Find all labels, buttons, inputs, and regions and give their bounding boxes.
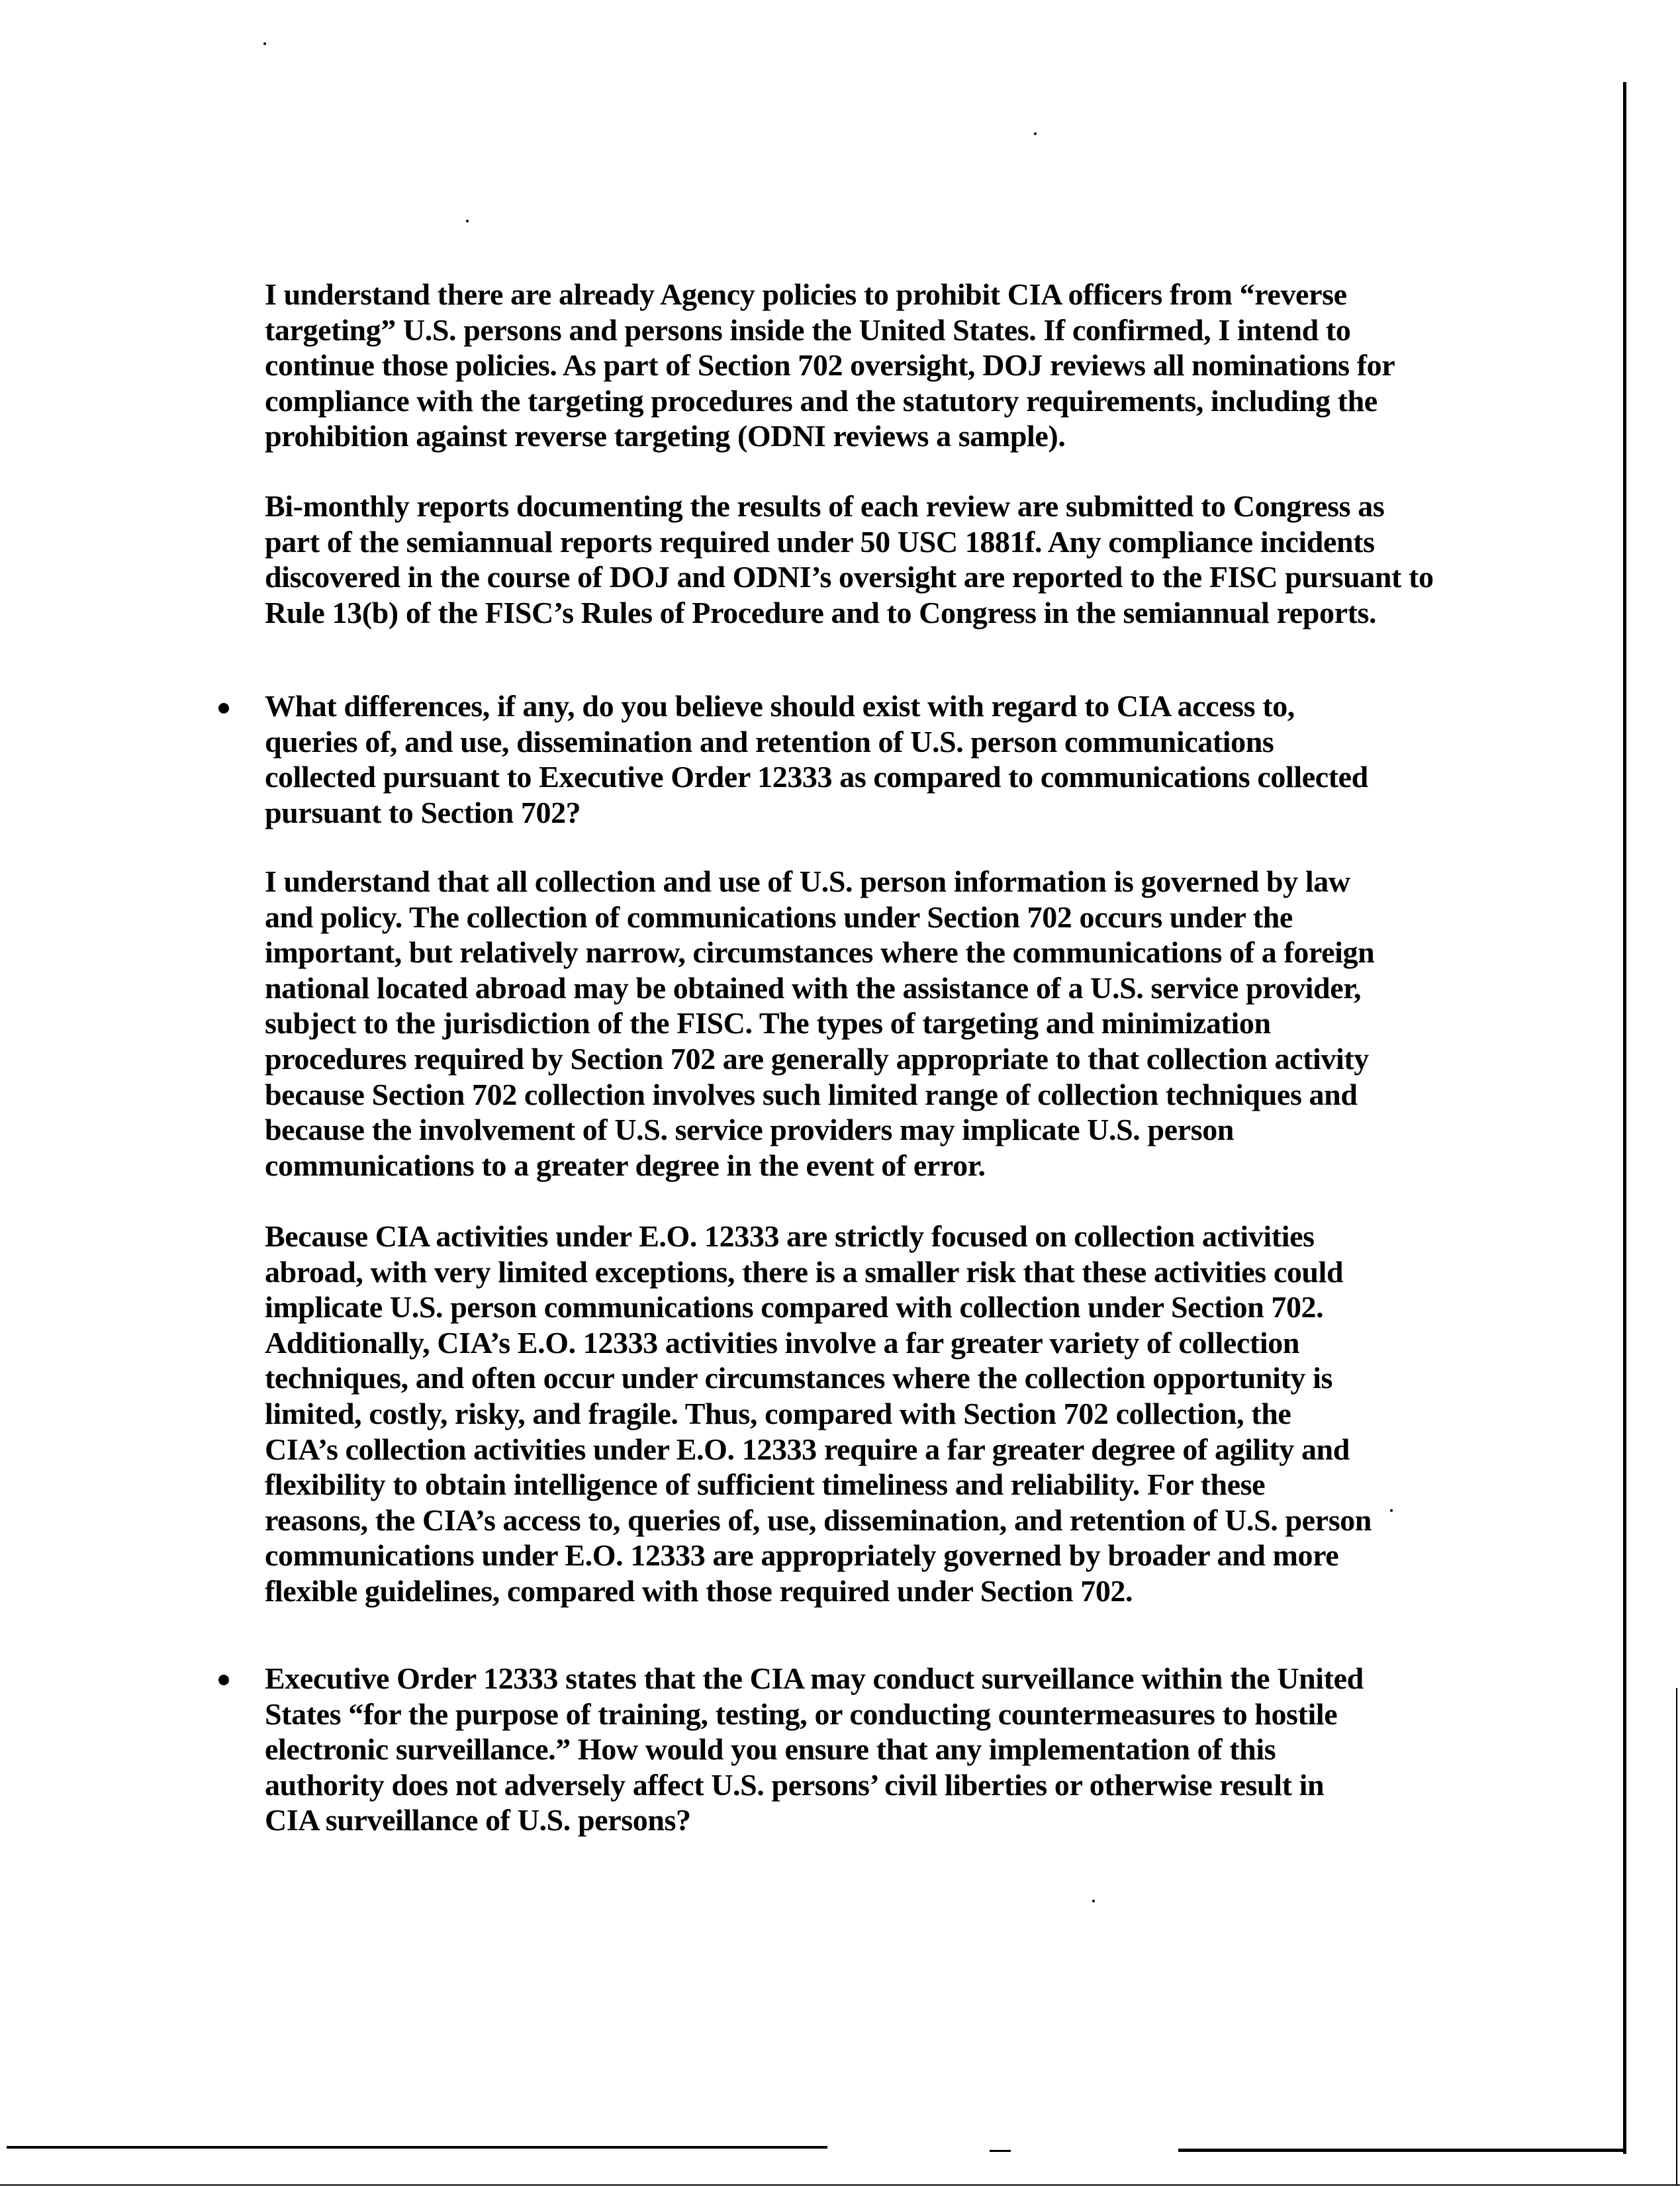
page-edge-right xyxy=(1676,1688,1677,2184)
answer-eo12333 xyxy=(265,1219,1372,1609)
paragraph-bimonthly-reports xyxy=(265,489,1434,630)
text-line: reasons, the CIA’s access to, queries of, use, dissemination, and retention of U.S. person xyxy=(265,1503,1372,1537)
scan-speck xyxy=(1034,132,1037,135)
paragraph-reverse-targeting xyxy=(265,277,1395,454)
bullet-icon xyxy=(218,1675,229,1685)
text-line: techniques, and often occur under circumstances where the collection opportunity is xyxy=(265,1361,1332,1395)
text-line: What differences, if any, do you believe should exist with regard to CIA access to, xyxy=(265,689,1295,723)
text-line: targeting” U.S. persons and persons inside the United States. If confirmed, I intend to xyxy=(265,312,1351,347)
text-line: electronic surveillance.” How would you ensure that any implementation of this xyxy=(265,1732,1276,1767)
scan-speck xyxy=(1092,1900,1095,1902)
text-line: I understand that all collection and use of U.S. person information is governed by law xyxy=(265,864,1350,898)
text-line: and policy. The collection of communications under Section 702 occurs under the xyxy=(265,900,1293,934)
text-line: Additionally, CIA’s E.O. 12333 activities involve a far greater variety of collection xyxy=(265,1325,1300,1360)
text-line: discovered in the course of DOJ and ODNI’s oversight are reported to the FISC pursuant to xyxy=(265,560,1434,594)
text-line: subject to the jurisdiction of the FISC. The types of targeting and minimization xyxy=(265,1006,1271,1041)
text-line: part of the semiannual reports required under 50 USC 1881f. Any compliance incidents xyxy=(265,524,1375,559)
text-line: flexibility to obtain intelligence of sufficient timeliness and reliability. For these xyxy=(265,1467,1266,1502)
text-line: because the involvement of U.S. service providers may implicate U.S. person xyxy=(265,1113,1234,1147)
text-line: communications to a greater degree in the event of error. xyxy=(265,1148,986,1182)
text-line: I understand there are already Agency policies to prohibit CIA officers from “reverse xyxy=(265,277,1347,311)
scan-speck xyxy=(263,42,266,45)
bottom-rule-right xyxy=(1178,2149,1623,2152)
text-line: prohibition against reverse targeting (ODNI reviews a sample). xyxy=(265,419,1066,453)
text-line: CIA surveillance of U.S. persons? xyxy=(265,1803,691,1838)
text-line: important, but relatively narrow, circumstances where the communications of a foreign xyxy=(265,935,1375,970)
answer-section-702 xyxy=(265,864,1374,1183)
text-line: queries of, and use, dissemination and retention of U.S. person communications xyxy=(265,724,1274,759)
text-line: national located abroad may be obtained with the assistance of a U.S. service provider, xyxy=(265,970,1362,1005)
text-line: CIA’s collection activities under E.O. 12333 require a far greater degree of agility and xyxy=(265,1432,1350,1466)
question-eo12333-vs-702 xyxy=(265,688,1368,830)
bottom-rule-left xyxy=(7,2146,827,2149)
text-line: continue those policies. As part of Section 702 oversight, DOJ reviews all nominations for xyxy=(265,348,1395,383)
text-line: Executive Order 12333 states that the CIA may conduct surveillance within the United xyxy=(265,1661,1364,1695)
text-line: Because CIA activities under E.O. 12333 are strictly focused on collection activities xyxy=(265,1219,1315,1253)
text-line: implicate U.S. person communications compared with collection under Section 702. xyxy=(265,1290,1324,1325)
text-line: flexible guidelines, compared with those required under Section 702. xyxy=(265,1573,1133,1608)
text-line: Rule 13(b) of the FISC’s Rules of Procedure and to Congress in the semiannual reports. xyxy=(265,595,1377,629)
scan-speck xyxy=(1390,1509,1393,1512)
text-line: Bi-monthly reports documenting the results of each review are submitted to Congress as xyxy=(265,489,1385,523)
text-line: pursuant to Section 702? xyxy=(265,795,581,829)
text-line: because Section 702 collection involves such limited range of collection techniques and xyxy=(265,1077,1358,1111)
bullet-icon xyxy=(218,703,229,714)
text-line: authority does not adversely affect U.S. persons’ civil liberties or otherwise result in xyxy=(265,1767,1325,1802)
text-line: abroad, with very limited exceptions, there is a smaller risk that these activities could xyxy=(265,1254,1344,1289)
text-line: collected pursuant to Executive Order 12333 as compared to communications collected xyxy=(265,760,1368,794)
text-line: procedures required by Section 702 are generally appropriate to that collection activity xyxy=(265,1041,1369,1076)
text-line: limited, costly, risky, and fragile. Thus, compared with Section 702 collection, the xyxy=(265,1396,1291,1430)
bottom-rule-short xyxy=(990,2150,1011,2152)
question-countermeasures-surveillance xyxy=(265,1661,1364,1838)
text-line: States “for the purpose of training, testing, or conducting countermeasures to hostile xyxy=(265,1697,1338,1731)
page-edge-bottom xyxy=(0,2184,1680,2186)
text-line: compliance with the targeting procedures and the statutory requirements, including the xyxy=(265,383,1377,418)
right-margin-rule xyxy=(1623,82,1626,2154)
scan-speck xyxy=(466,220,469,222)
text-line: communications under E.O. 12333 are appropriately governed by broader and more xyxy=(265,1538,1339,1573)
